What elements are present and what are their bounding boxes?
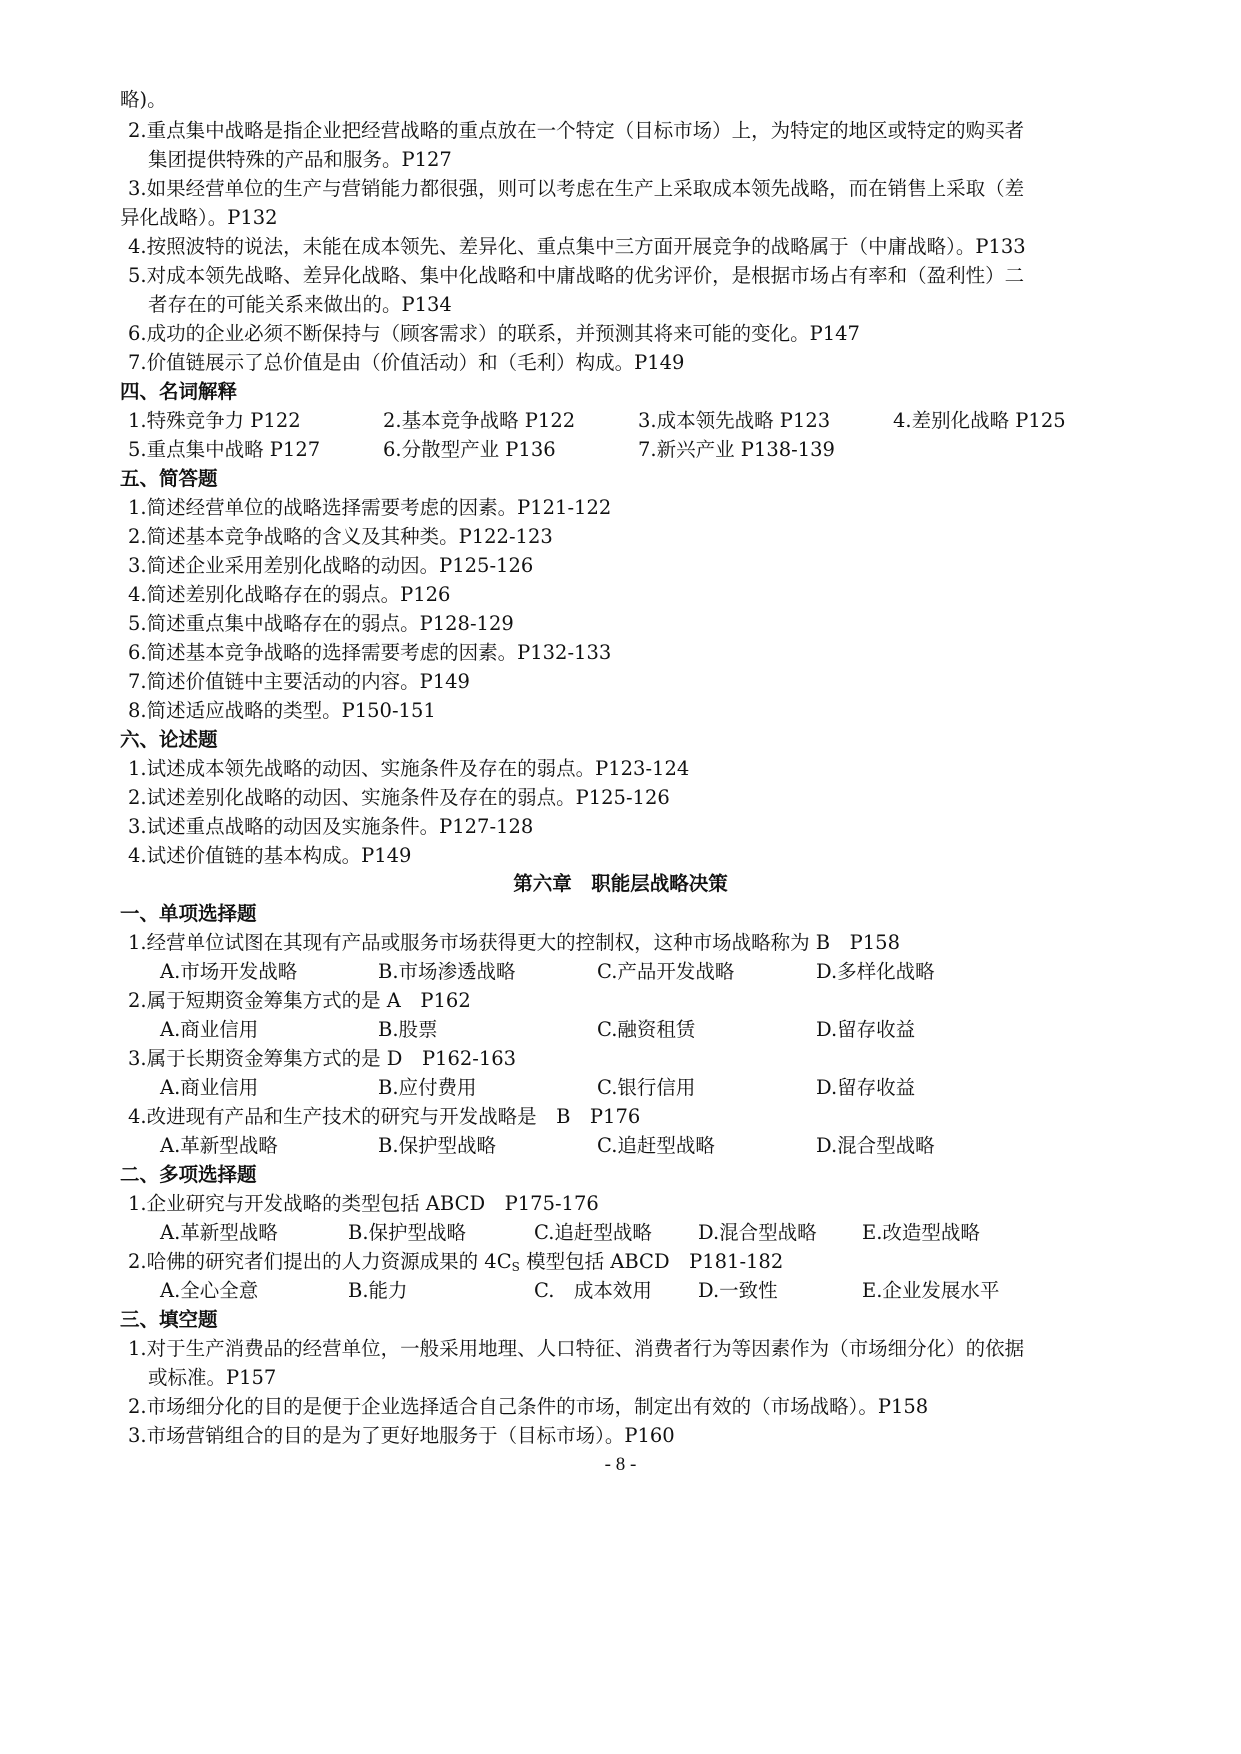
option: A.革新型战略	[160, 1134, 278, 1157]
option: B.应付费用	[378, 1076, 477, 1099]
option: C.银行信用	[597, 1076, 696, 1099]
option: A.商业信用	[160, 1018, 259, 1041]
fill-item: 2.市场细分化的目的是便于企业选择适合自己条件的市场，制定出有效的（市场战略）。P158	[128, 1395, 929, 1418]
option: E.企业发展水平	[862, 1279, 1000, 1302]
fill-item: 2.重点集中战略是指企业把经营战略的重点放在一个特定（目标市场）上，为特定的地区或特定的购买者	[128, 119, 1025, 142]
term-item: 6.分散型产业 P136	[383, 438, 556, 461]
fill-item: 3.市场营销组合的目的是为了更好地服务于（目标市场）。P160	[128, 1424, 675, 1447]
question-item: 8.简述适应战略的类型。P150-151	[128, 699, 436, 722]
text-line: 异化战略）。P132	[120, 206, 278, 229]
question-item: 1.简述经营单位的战略选择需要考虑的因素。P121-122	[128, 496, 612, 519]
question-text: 模型包括 ABCD P181-182	[519, 1250, 784, 1273]
option: D.混合型战略	[698, 1221, 817, 1244]
term-item: 3.成本领先战略 P123	[638, 409, 831, 432]
option: B.能力	[348, 1279, 408, 1302]
section-heading: 一、单项选择题	[120, 902, 257, 925]
section-heading: 三、填空题	[120, 1308, 218, 1331]
option: C.追赶型战略	[597, 1134, 715, 1157]
option: A.市场开发战略	[160, 960, 298, 983]
question-item: 6.简述基本竞争战略的选择需要考虑的因素。P132-133	[128, 641, 612, 664]
option: C.融资租赁	[597, 1018, 696, 1041]
question-text: 2.哈佛的研究者们提出的人力资源成果的 4C	[128, 1250, 512, 1273]
fill-item: 7.价值链展示了总价值是由（价值活动）和（毛利）构成。P149	[128, 351, 685, 374]
term-item: 1.特殊竞争力 P122	[128, 409, 301, 432]
text-line: 或标准。P157	[148, 1366, 277, 1389]
text-line: 者存在的可能关系来做出的。P134	[148, 293, 452, 316]
section-heading: 五、简答题	[120, 467, 218, 490]
option: D.留存收益	[816, 1076, 916, 1099]
option: B.保护型战略	[378, 1134, 497, 1157]
option: B.市场渗透战略	[378, 960, 516, 983]
question-item: 4.简述差别化战略存在的弱点。P126	[128, 583, 451, 606]
option: C.产品开发战略	[597, 960, 735, 983]
question-item: 5.简述重点集中战略存在的弱点。P128-129	[128, 612, 514, 635]
option: D.多样化战略	[816, 960, 935, 983]
term-item: 7.新兴产业 P138-139	[638, 438, 835, 461]
option: A.全心全意	[160, 1279, 259, 1302]
subscript: S	[511, 1260, 520, 1274]
option: C. 成本效用	[534, 1279, 652, 1302]
question-item: 4.改进现有产品和生产技术的研究与开发战略是 B P176	[128, 1105, 641, 1128]
chapter-title: 第六章 职能层战略决策	[513, 872, 728, 895]
question-item	[128, 1246, 783, 1278]
option: D.混合型战略	[816, 1134, 935, 1157]
question-item: 2.属于短期资金筹集方式的是 A P162	[128, 989, 471, 1012]
option: B.股票	[378, 1018, 438, 1041]
fill-item: 5.对成本领先战略、差异化战略、集中化战略和中庸战略的优劣评价，是根据市场占有率和（盈利性）二	[128, 264, 1025, 287]
question-item: 2.试述差别化战略的动因、实施条件及存在的弱点。P125-126	[128, 786, 670, 809]
question-item: 4.试述价值链的基本构成。P149	[128, 844, 412, 867]
term-item: 2.基本竞争战略 P122	[383, 409, 576, 432]
question-item: 3.试述重点战略的动因及实施条件。P127-128	[128, 815, 534, 838]
question-item: 1.企业研究与开发战略的类型包括 ABCD P175-176	[128, 1192, 599, 1215]
section-heading: 二、多项选择题	[120, 1163, 257, 1186]
fill-item: 6.成功的企业必须不断保持与（顾客需求）的联系，并预测其将来可能的变化。P147	[128, 322, 860, 345]
term-item: 5.重点集中战略 P127	[128, 438, 321, 461]
term-item: 4.差别化战略 P125	[893, 409, 1066, 432]
text-line: 集团提供特殊的产品和服务。P127	[148, 148, 452, 171]
option: C.追赶型战略	[534, 1221, 652, 1244]
fill-item: 1.对于生产消费品的经营单位，一般采用地理、人口特征、消费者行为等因素作为（市场细分化）的依据	[128, 1337, 1025, 1360]
question-item: 1.试述成本领先战略的动因、实施条件及存在的弱点。P123-124	[128, 757, 690, 780]
option: A.革新型战略	[160, 1221, 278, 1244]
page-number: - 8 -	[604, 1454, 637, 1475]
section-heading: 四、名词解释	[120, 380, 238, 403]
question-item: 3.属于长期资金筹集方式的是 D P162-163	[128, 1047, 517, 1070]
question-item: 3.简述企业采用差别化战略的动因。P125-126	[128, 554, 534, 577]
option: A.商业信用	[160, 1076, 259, 1099]
question-item: 2.简述基本竞争战略的含义及其种类。P122-123	[128, 525, 553, 548]
fill-item: 4.按照波特的说法，未能在成本领先、差异化、重点集中三方面开展竞争的战略属于（中庸战略）。P133	[128, 235, 1026, 258]
question-item: 1.经营单位试图在其现有产品或服务市场获得更大的控制权，这种市场战略称为 B P158	[128, 931, 900, 954]
section-heading: 六、论述题	[120, 728, 218, 751]
text-line: 略)。	[120, 88, 167, 111]
fill-item: 3.如果经营单位的生产与营销能力都很强，则可以考虑在生产上采取成本领先战略，而在销售上采取（差	[128, 177, 1025, 200]
option: D.一致性	[698, 1279, 778, 1302]
question-item: 7.简述价值链中主要活动的内容。P149	[128, 670, 470, 693]
option: D.留存收益	[816, 1018, 916, 1041]
option: B.保护型战略	[348, 1221, 467, 1244]
option: E.改造型战略	[862, 1221, 980, 1244]
